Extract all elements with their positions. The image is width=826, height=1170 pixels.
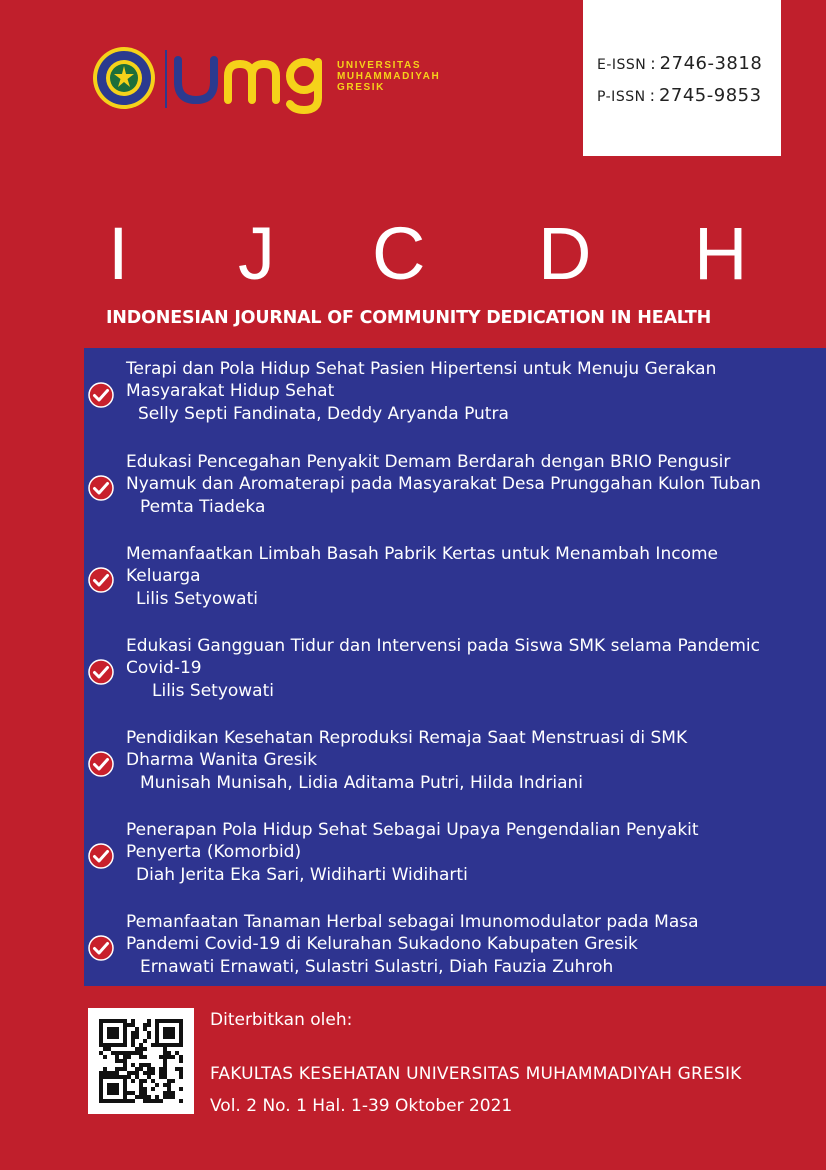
article-title-line: Pandemi Covid-19 di Kelurahan Sukadono Kabupaten Gresik: [126, 934, 638, 954]
article-title-line: Penyerta (Komorbid): [126, 842, 302, 862]
university-name-line2: MUHAMMADIYAH: [337, 71, 441, 82]
article-title: [126, 358, 814, 402]
university-name-line3: GRESIK: [337, 82, 385, 93]
acronym-letter: I: [108, 212, 129, 295]
article-title-line: Penerapan Pola Hidup Sehat Sebagai Upaya Pengendalian Penyakit: [126, 820, 699, 840]
e-issn-value: 2746-3818: [659, 53, 763, 74]
article-title-line: Masyarakat Hidup Sehat: [126, 381, 335, 401]
umg-wordmark-logo: [172, 42, 332, 114]
qr-code: [88, 1008, 194, 1114]
article-authors: Lilis Setyowati: [136, 589, 258, 609]
volume-info: Vol. 2 No. 1 Hal. 1-39 Oktober 2021: [210, 1096, 513, 1116]
check-icon: [88, 751, 114, 777]
logo-divider: [165, 50, 167, 108]
qr-code-icon: [88, 1008, 194, 1114]
p-issn-row: [597, 85, 762, 106]
article-authors: Pemta Tiadeka: [140, 497, 266, 517]
acronym-letter: J: [238, 212, 275, 295]
e-issn-separator: :: [650, 54, 656, 73]
p-issn-label: P-ISSN: [597, 89, 646, 105]
university-seal-icon: [92, 46, 156, 110]
p-issn-value: 2745-9853: [658, 85, 762, 106]
university-name-line1: UNIVERSITAS: [337, 60, 422, 71]
table-of-contents: [84, 348, 826, 986]
article-title: [126, 635, 814, 679]
article-title-line: Nyamuk dan Aromaterapi pada Masyarakat Desa Prunggahan Kulon Tuban: [126, 474, 761, 494]
article-title-line: Covid-19: [126, 658, 202, 678]
publisher-name: FAKULTAS KESEHATAN UNIVERSITAS MUHAMMADIYAH GRESIK: [210, 1064, 742, 1084]
article-title: [126, 911, 814, 955]
acronym-letter: D: [538, 212, 592, 295]
article-authors: Ernawati Ernawati, Sulastri Sulastri, Diah Fauzia Zuhroh: [140, 957, 614, 977]
article-title: [126, 819, 814, 863]
issn-box: [583, 0, 781, 156]
check-icon: [88, 659, 114, 685]
article-title-line: Pendidikan Kesehatan Reproduksi Remaja Saat Menstruasi di SMK: [126, 728, 688, 748]
acronym-letter: H: [694, 212, 748, 295]
article-title-line: Terapi dan Pola Hidup Sehat Pasien Hipertensi untuk Menuju Gerakan: [126, 359, 717, 379]
article-title-line: Memanfaatkan Limbah Basah Pabrik Kertas untuk Menambah Income: [126, 544, 718, 564]
check-icon: [88, 843, 114, 869]
article-title: [126, 543, 814, 587]
article-authors: Diah Jerita Eka Sari, Widiharti Widiharti: [136, 865, 468, 885]
p-issn-separator: :: [649, 86, 655, 105]
article-title-line: Dharma Wanita Gresik: [126, 750, 318, 770]
check-icon: [88, 382, 114, 408]
check-icon: [88, 935, 114, 961]
check-icon: [88, 567, 114, 593]
article-title-line: Edukasi Gangguan Tidur dan Intervensi pada Siswa SMK selama Pandemic: [126, 636, 761, 656]
article-title-line: Edukasi Pencegahan Penyakit Demam Berdarah dengan BRIO Pengusir: [126, 452, 731, 472]
article-authors: Munisah Munisah, Lidia Aditama Putri, Hilda Indriani: [140, 773, 583, 793]
check-icon: [88, 475, 114, 501]
article-title-line: Pemanfaatan Tanaman Herbal sebagai Imunomodulator pada Masa: [126, 912, 699, 932]
journal-acronym: [0, 214, 826, 294]
article-title: [126, 727, 814, 771]
e-issn-row: [597, 53, 762, 74]
university-name: [337, 60, 440, 93]
article-authors: Selly Septi Fandinata, Deddy Aryanda Putra: [138, 404, 509, 424]
acronym-letter: C: [372, 212, 426, 295]
e-issn-label: E-ISSN: [597, 57, 647, 73]
article-authors: Lilis Setyowati: [152, 681, 274, 701]
journal-full-name: INDONESIAN JOURNAL OF COMMUNITY DEDICATION IN HEALTH: [106, 308, 712, 328]
article-title: [126, 451, 814, 495]
article-title-line: Keluarga: [126, 566, 201, 586]
published-by-label: Diterbitkan oleh:: [210, 1010, 353, 1030]
